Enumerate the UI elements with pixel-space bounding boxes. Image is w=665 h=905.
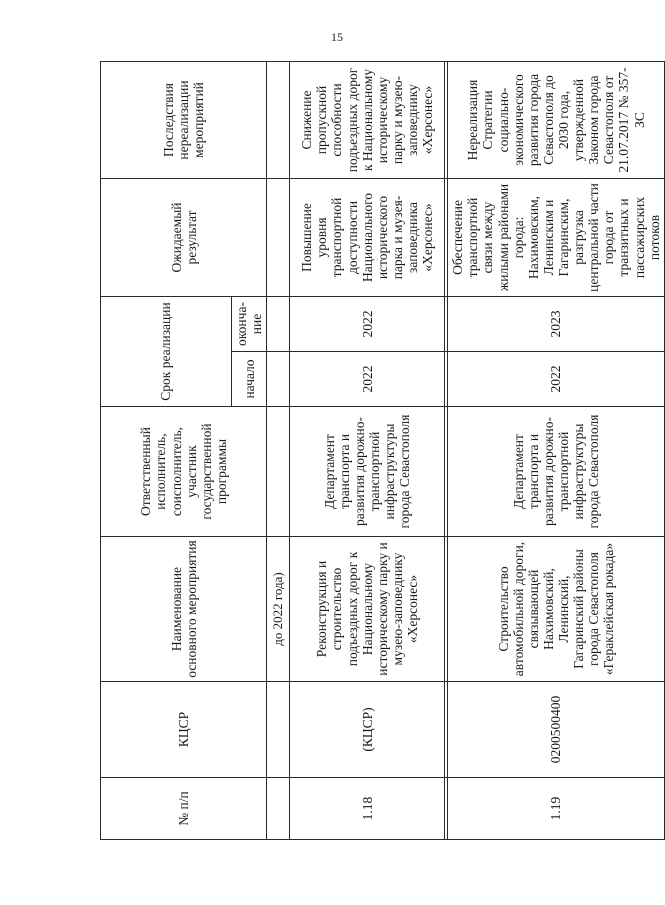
row-name: Строительство автомобильной дороги, связывающей Нахимовский, Ленинский, Гагаринский районы города Севастополя «Гераклейская рокада» <box>448 537 665 682</box>
header-row <box>101 61 232 839</box>
table-row <box>290 61 445 839</box>
row-result: Повышение уровня транспортной доступности Национального исторического парка и музея-заповедника «Херсонес» <box>290 178 445 296</box>
section-empty-5 <box>267 296 290 351</box>
row-end: 2022 <box>290 296 445 351</box>
row-executor: Департамент транспорта и развития дорожно-транспортной инфраструктуры города Севастополя <box>290 407 445 537</box>
page-number: 15 <box>331 30 343 44</box>
section-empty-1 <box>267 778 290 840</box>
header-term: Срок реализации <box>101 296 232 406</box>
header-consequences: Последствия нереализации мероприятий <box>101 61 267 178</box>
row-consequences: Снижение пропускной способности подъездных дорог к Национальному историческому парку и музею-заповеднику «Херсонес» <box>290 61 445 178</box>
section-label: до 2022 года) <box>267 537 290 682</box>
row-consequences: Нереализация Стратегии социально-экономического развития города Севастополя до 2030 года, утвержденной Законом города Севастополя от 21.07.2017 № 357-ЗС <box>448 61 665 178</box>
header-num: № п/п <box>101 778 267 840</box>
header-kcsr: КЦСР <box>101 682 267 778</box>
row-executor: Департамент транспорта и развития дорожно-транспортной инфраструктуры города Севастополя <box>448 407 665 537</box>
section-row <box>267 61 290 839</box>
header-name: Наименование основного мероприятия <box>101 537 267 682</box>
row-num: 1.19 <box>448 778 665 840</box>
row-result: Обеспечение транспортной связи между жилыми районами города: Нахимовским, Ленинским и Гагаринским, разгрузка центральной части города от транзитных и пассажирских потоков <box>448 178 665 296</box>
table-row <box>448 61 665 839</box>
section-empty-4 <box>267 352 290 407</box>
header-result: Ожидаемый результат <box>101 178 267 296</box>
row-name: Реконструкция и строительство подъездных дорог к Национальному историческому парку и музею-заповеднику «Херсонес» <box>290 537 445 682</box>
row-end: 2023 <box>448 296 665 351</box>
section-empty-3 <box>267 407 290 537</box>
section-empty-2 <box>267 682 290 778</box>
header-executor: Ответственный исполнитель, соисполнитель, участник государственной программы <box>101 407 267 537</box>
rotated-table-container <box>100 62 662 840</box>
row-kcsr: 0200500400 <box>448 682 665 778</box>
header-start: начало <box>232 352 267 407</box>
row-start: 2022 <box>448 352 665 407</box>
header-end: оконча-ние <box>232 296 267 351</box>
row-kcsr: (КЦСР) <box>290 682 445 778</box>
activities-table <box>100 61 665 840</box>
row-start: 2022 <box>290 352 445 407</box>
row-num: 1.18 <box>290 778 445 840</box>
section-empty-6 <box>267 178 290 296</box>
section-empty-7 <box>267 61 290 178</box>
